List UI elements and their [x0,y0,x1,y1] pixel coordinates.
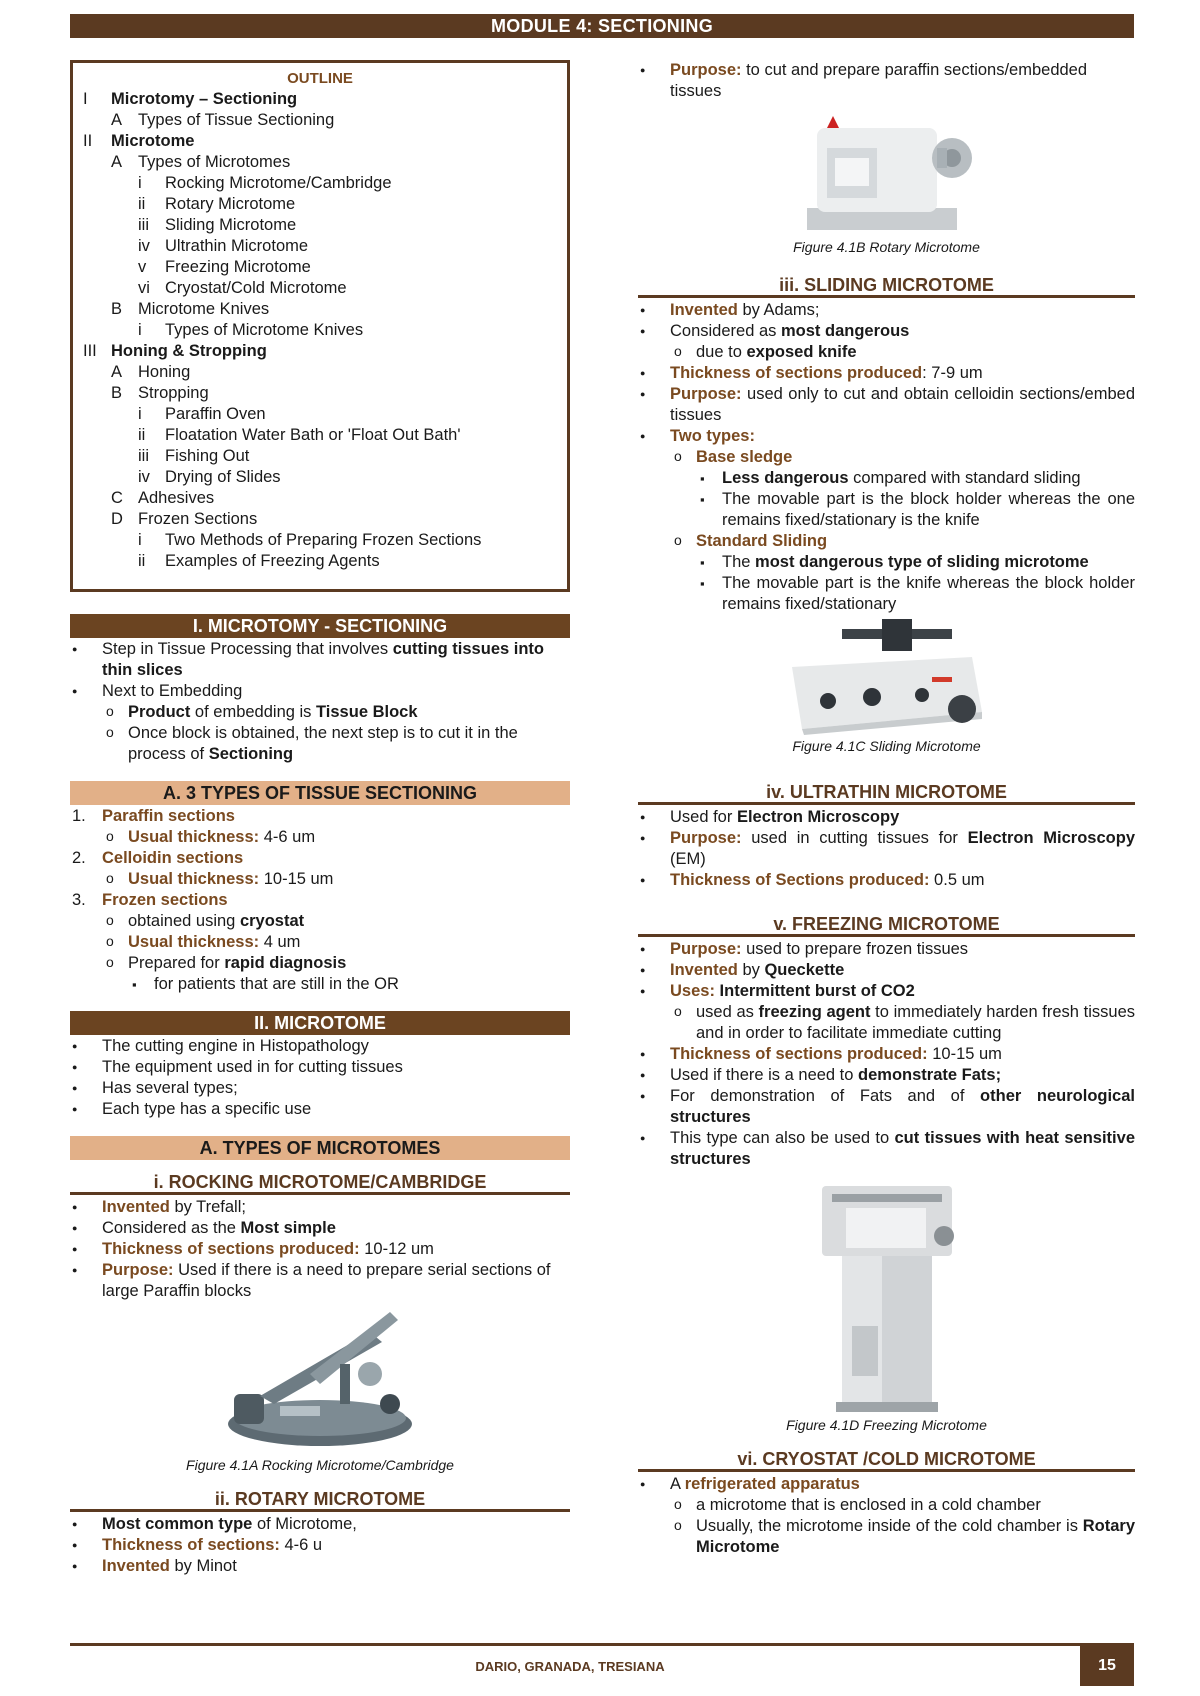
outline-item-text: Drying of Slides [165,468,281,486]
outline-item-number: III [83,342,97,360]
list-item: ● Purpose: to cut and prepare paraffin sections/embedded tissues [638,60,1135,102]
outline-item [83,173,557,194]
footer-authors: DARIO, GRANADA, TRESIANA [475,1659,665,1674]
outline-item [83,509,557,530]
list-item: ● Each type has a specific use [70,1099,570,1120]
list-item: o Prepared for rapid diagnosis ▪ for patients that are still in the OR [102,953,570,995]
list-item: ● For demonstration of Fats and of other neurological structures [638,1086,1135,1128]
outline-item [83,257,557,278]
list-item: ● A refrigerated apparatus o a microtome that is enclosed in a cold chamber o Usually, the microtome inside of the cold chamber is Rotary Microtome [638,1474,1135,1558]
list-item: o Base sledge ▪ Less dangerous compared with standard sliding ▪ The movable part is the block holder whereas the one remains fixed/stationary is the knife [670,447,1135,531]
outline-item-number: i [138,174,142,192]
list-item: ● Used if there is a need to demonstrate Fats; [638,1065,1135,1086]
list-item: ● Two types: o Base sledge ▪ Less dangerous compared with standard sliding ▪ The movable part is the block holder whereas the one remains fixed/stationary is the knife o Standard Sliding ▪ The most dangerous type of sliding microtome ▪ The movable part is the knife whereas the block holder remains fixed/stationary [638,426,1135,615]
list-item: ● Invented by Queckette [638,960,1135,981]
outline-item [83,383,557,404]
list-item: ● Next to Embedding o Product of embedding is Tissue Block o Once block is obtained, the next step is to cut it in the process of Sectioning [70,681,570,765]
outline-item-text: Types of Microtome Knives [165,321,364,339]
rotary-microtome-image [787,108,987,238]
outline-item [83,110,557,131]
list-item: ● Invented by Adams; [638,300,1135,321]
outline-item-text: Examples of Freezing Agents [165,552,380,570]
rotary-list [70,1514,570,1577]
outline-box [70,60,570,592]
section-types-of-microtomes-header: A. TYPES OF MICROTOMES [70,1136,570,1160]
outline-item [83,467,557,488]
list-item: ● Considered as the Most simple [70,1218,570,1239]
outline-item [83,152,557,173]
outline-item-text: Fishing Out [165,447,250,465]
sliding-microtome-header: iii. SLIDING MICROTOME [638,272,1135,298]
list-item: 2. Celloidin sections o Usual thickness: 10-15 um [70,848,570,890]
outline-item [83,404,557,425]
outline-item [83,551,557,572]
outline-item-text: Microtome Knives [138,300,270,318]
cryostat-list [638,1474,1135,1558]
outline-item-number: iii [138,447,149,465]
outline-item-number: i [138,405,142,423]
page-number: 15 [1080,1646,1134,1686]
list-item: ● Uses: Intermittent burst of CO2 o used as freezing agent to immediately harden fresh tissues and in order to facilitate immediate cutting [638,981,1135,1044]
list-item: ● Has several types; [70,1078,570,1099]
outline-item-text: Honing & Stropping [111,342,267,360]
right-column [638,60,1135,1558]
microtomy-list [70,639,570,765]
list-item: ● Thickness of sections: 4-6 u [70,1535,570,1556]
list-item: o Usual thickness: 4-6 um [102,827,570,848]
list-item: o obtained using cryostat [102,911,570,932]
rocking-microtome-image [220,1304,420,1456]
list-item: o Usual thickness: 10-15 um [102,869,570,890]
outline-item-number: v [138,258,147,276]
section-microtomy-header: I. MICROTOMY - SECTIONING [70,614,570,638]
outline-item [83,215,557,236]
outline-item [83,299,557,320]
list-item: ● Thickness of sections produced: 10-12 um [70,1239,570,1260]
outline-item [83,425,557,446]
outline-item [83,446,557,467]
list-item: o a microtome that is enclosed in a cold chamber [670,1495,1135,1516]
list-item: o due to exposed knife [670,342,1135,363]
outline-item [83,320,557,341]
rocking-microtome-header: i. ROCKING MICROTOME/CAMBRIDGE [70,1169,570,1195]
outline-item-number: B [111,384,123,402]
microtome-list [70,1036,570,1120]
footer-divider [70,1643,1134,1646]
outline-item [83,488,557,509]
ultrathin-list [638,807,1135,891]
outline-item-text: Ultrathin Microtome [165,237,309,255]
list-item: ● The cutting engine in Histopathology [70,1036,570,1057]
outline-item-text: Adhesives [138,489,215,507]
outline-item [83,362,557,383]
list-item: 1. Paraffin sections o Usual thickness: 4-6 um [70,806,570,848]
figure-caption: Figure 4.1D Freezing Microtome [786,1417,987,1433]
freezing-microtome-header: v. FREEZING MICROTOME [638,911,1135,937]
page-title: MODULE 4: SECTIONING [70,14,1134,38]
outline-item-number: iv [138,468,150,486]
list-item: ▪ The movable part is the knife whereas the block holder remains fixed/stationary [696,573,1135,615]
list-item: ▪ The most dangerous type of sliding microtome [696,552,1135,573]
outline-item [83,194,557,215]
outline-item-number: B [111,300,123,318]
list-item: ● This type can also be used to cut tissues with heat sensitive structures [638,1128,1135,1170]
list-item: ● Purpose: used to prepare frozen tissues [638,939,1135,960]
list-item: ● Used for Electron Microscopy [638,807,1135,828]
list-item: ● Thickness of Sections produced: 0.5 um [638,870,1135,891]
outline-item-text: Microtome [111,132,195,150]
list-item: o Usual thickness: 4 um [102,932,570,953]
outline-item-number: iv [138,237,150,255]
outline-item-number: i [138,531,142,549]
outline-title: OUTLINE [287,70,353,87]
outline-item-number: D [111,510,123,528]
list-item: ▪ The movable part is the block holder whereas the one remains fixed/stationary is the knife [696,489,1135,531]
outline-item-text: Freezing Microtome [165,258,311,276]
list-item: ● Thickness of sections produced: 10-15 um [638,1044,1135,1065]
outline-item-number: iii [138,216,149,234]
outline-item-text: Microtomy – Sectioning [111,90,298,108]
outline-item-text: Rotary Microtome [165,195,296,213]
rotary-list-continued [638,60,1135,102]
rocking-list [70,1197,570,1302]
outline-item-text: Types of Tissue Sectioning [138,111,335,129]
figure-caption: Figure 4.1C Sliding Microtome [792,738,981,754]
outline-item-number: C [111,489,123,507]
outline-item-number: I [83,90,88,108]
outline-item-text: Floatation Water Bath or 'Float Out Bath' [165,426,461,444]
outline-item-number: vi [138,279,150,297]
list-item: ● The equipment used in for cutting tissues [70,1057,570,1078]
outline-item [83,131,557,152]
ultrathin-microtome-header: iv. ULTRATHIN MICROTOME [638,779,1135,805]
list-item: ● Most common type of Microtome, [70,1514,570,1535]
list-item: o Usually, the microtome inside of the cold chamber is Rotary Microtome [670,1516,1135,1558]
outline-item-number: A [111,153,123,171]
list-item: ● Thickness of sections produced: 7-9 um [638,363,1135,384]
outline-item-text: Honing [138,363,191,381]
outline-item [83,236,557,257]
outline-item-text: Sliding Microtome [165,216,297,234]
list-item: ● Purpose: used only to cut and obtain celloidin sections/embed tissues [638,384,1135,426]
list-item: o Product of embedding is Tissue Block [102,702,570,723]
outline-item-number: A [111,111,123,129]
list-item: ● Purpose: used in cutting tissues for Electron Microscopy (EM) [638,828,1135,870]
list-item: ● Invented by Minot [70,1556,570,1577]
outline-item [83,89,557,110]
outline-item-text: Types of Microtomes [138,153,291,171]
list-item: ● Invented by Trefall; [70,1197,570,1218]
outline-item-text: Two Methods of Preparing Frozen Sections [165,531,482,549]
outline-list [83,89,557,572]
tissue-sectioning-list [70,806,570,995]
outline-item-text: Rocking Microtome/Cambridge [165,174,392,192]
figure-caption: Figure 4.1A Rocking Microtome/Cambridge [186,1457,454,1473]
outline-item-number: A [111,363,123,381]
list-item: ● Considered as most dangerous o due to exposed knife [638,321,1135,363]
list-item: o Once block is obtained, the next step is to cut it in the process of Sectioning [102,723,570,765]
outline-item-text: Cryostat/Cold Microtome [165,279,347,297]
outline-item-number: ii [138,426,146,444]
outline-item-text: Paraffin Oven [165,405,266,423]
figure-caption: Figure 4.1B Rotary Microtome [793,239,980,255]
outline-item-number: ii [138,195,146,213]
section-microtome-header: II. MICROTOME [70,1011,570,1035]
outline-item [83,530,557,551]
list-item: 3. Frozen sections o obtained using cryostat o Usual thickness: 4 um o Prepared for rapid diagnosis ▪ for patients that are still in the OR [70,890,570,995]
freezing-list [638,939,1135,1170]
outline-item-number: II [83,132,93,150]
outline-item-text: Stropping [138,384,209,402]
outline-item-number: i [138,321,142,339]
outline-item [83,278,557,299]
list-item: ▪ for patients that are still in the OR [128,974,570,995]
outline-item-text: Frozen Sections [138,510,258,528]
list-item: o Standard Sliding ▪ The most dangerous type of sliding microtome ▪ The movable part is the knife whereas the block holder remains fixed/stationary [670,531,1135,615]
outline-item [83,341,557,362]
rotary-microtome-header: ii. ROTARY MICROTOME [70,1486,570,1512]
cryostat-microtome-header: vi. CRYOSTAT /COLD MICROTOME [638,1446,1135,1472]
list-item: ● Step in Tissue Processing that involves cutting tissues into thin slices [70,639,570,681]
left-column [70,60,570,1577]
section-tissue-sectioning-header: A. 3 TYPES OF TISSUE SECTIONING [70,781,570,805]
list-item: o used as freezing agent to immediately harden fresh tissues and in order to facilitate immediate cutting [670,1002,1135,1044]
outline-item-number: ii [138,552,146,570]
sliding-microtome-image [782,617,992,737]
list-item: ● Purpose: Used if there is a need to prepare serial sections of large Paraffin blocks [70,1260,570,1302]
sliding-list [638,300,1135,615]
list-item: ▪ Less dangerous compared with standard sliding [696,468,1135,489]
freezing-microtome-image [812,1176,962,1416]
